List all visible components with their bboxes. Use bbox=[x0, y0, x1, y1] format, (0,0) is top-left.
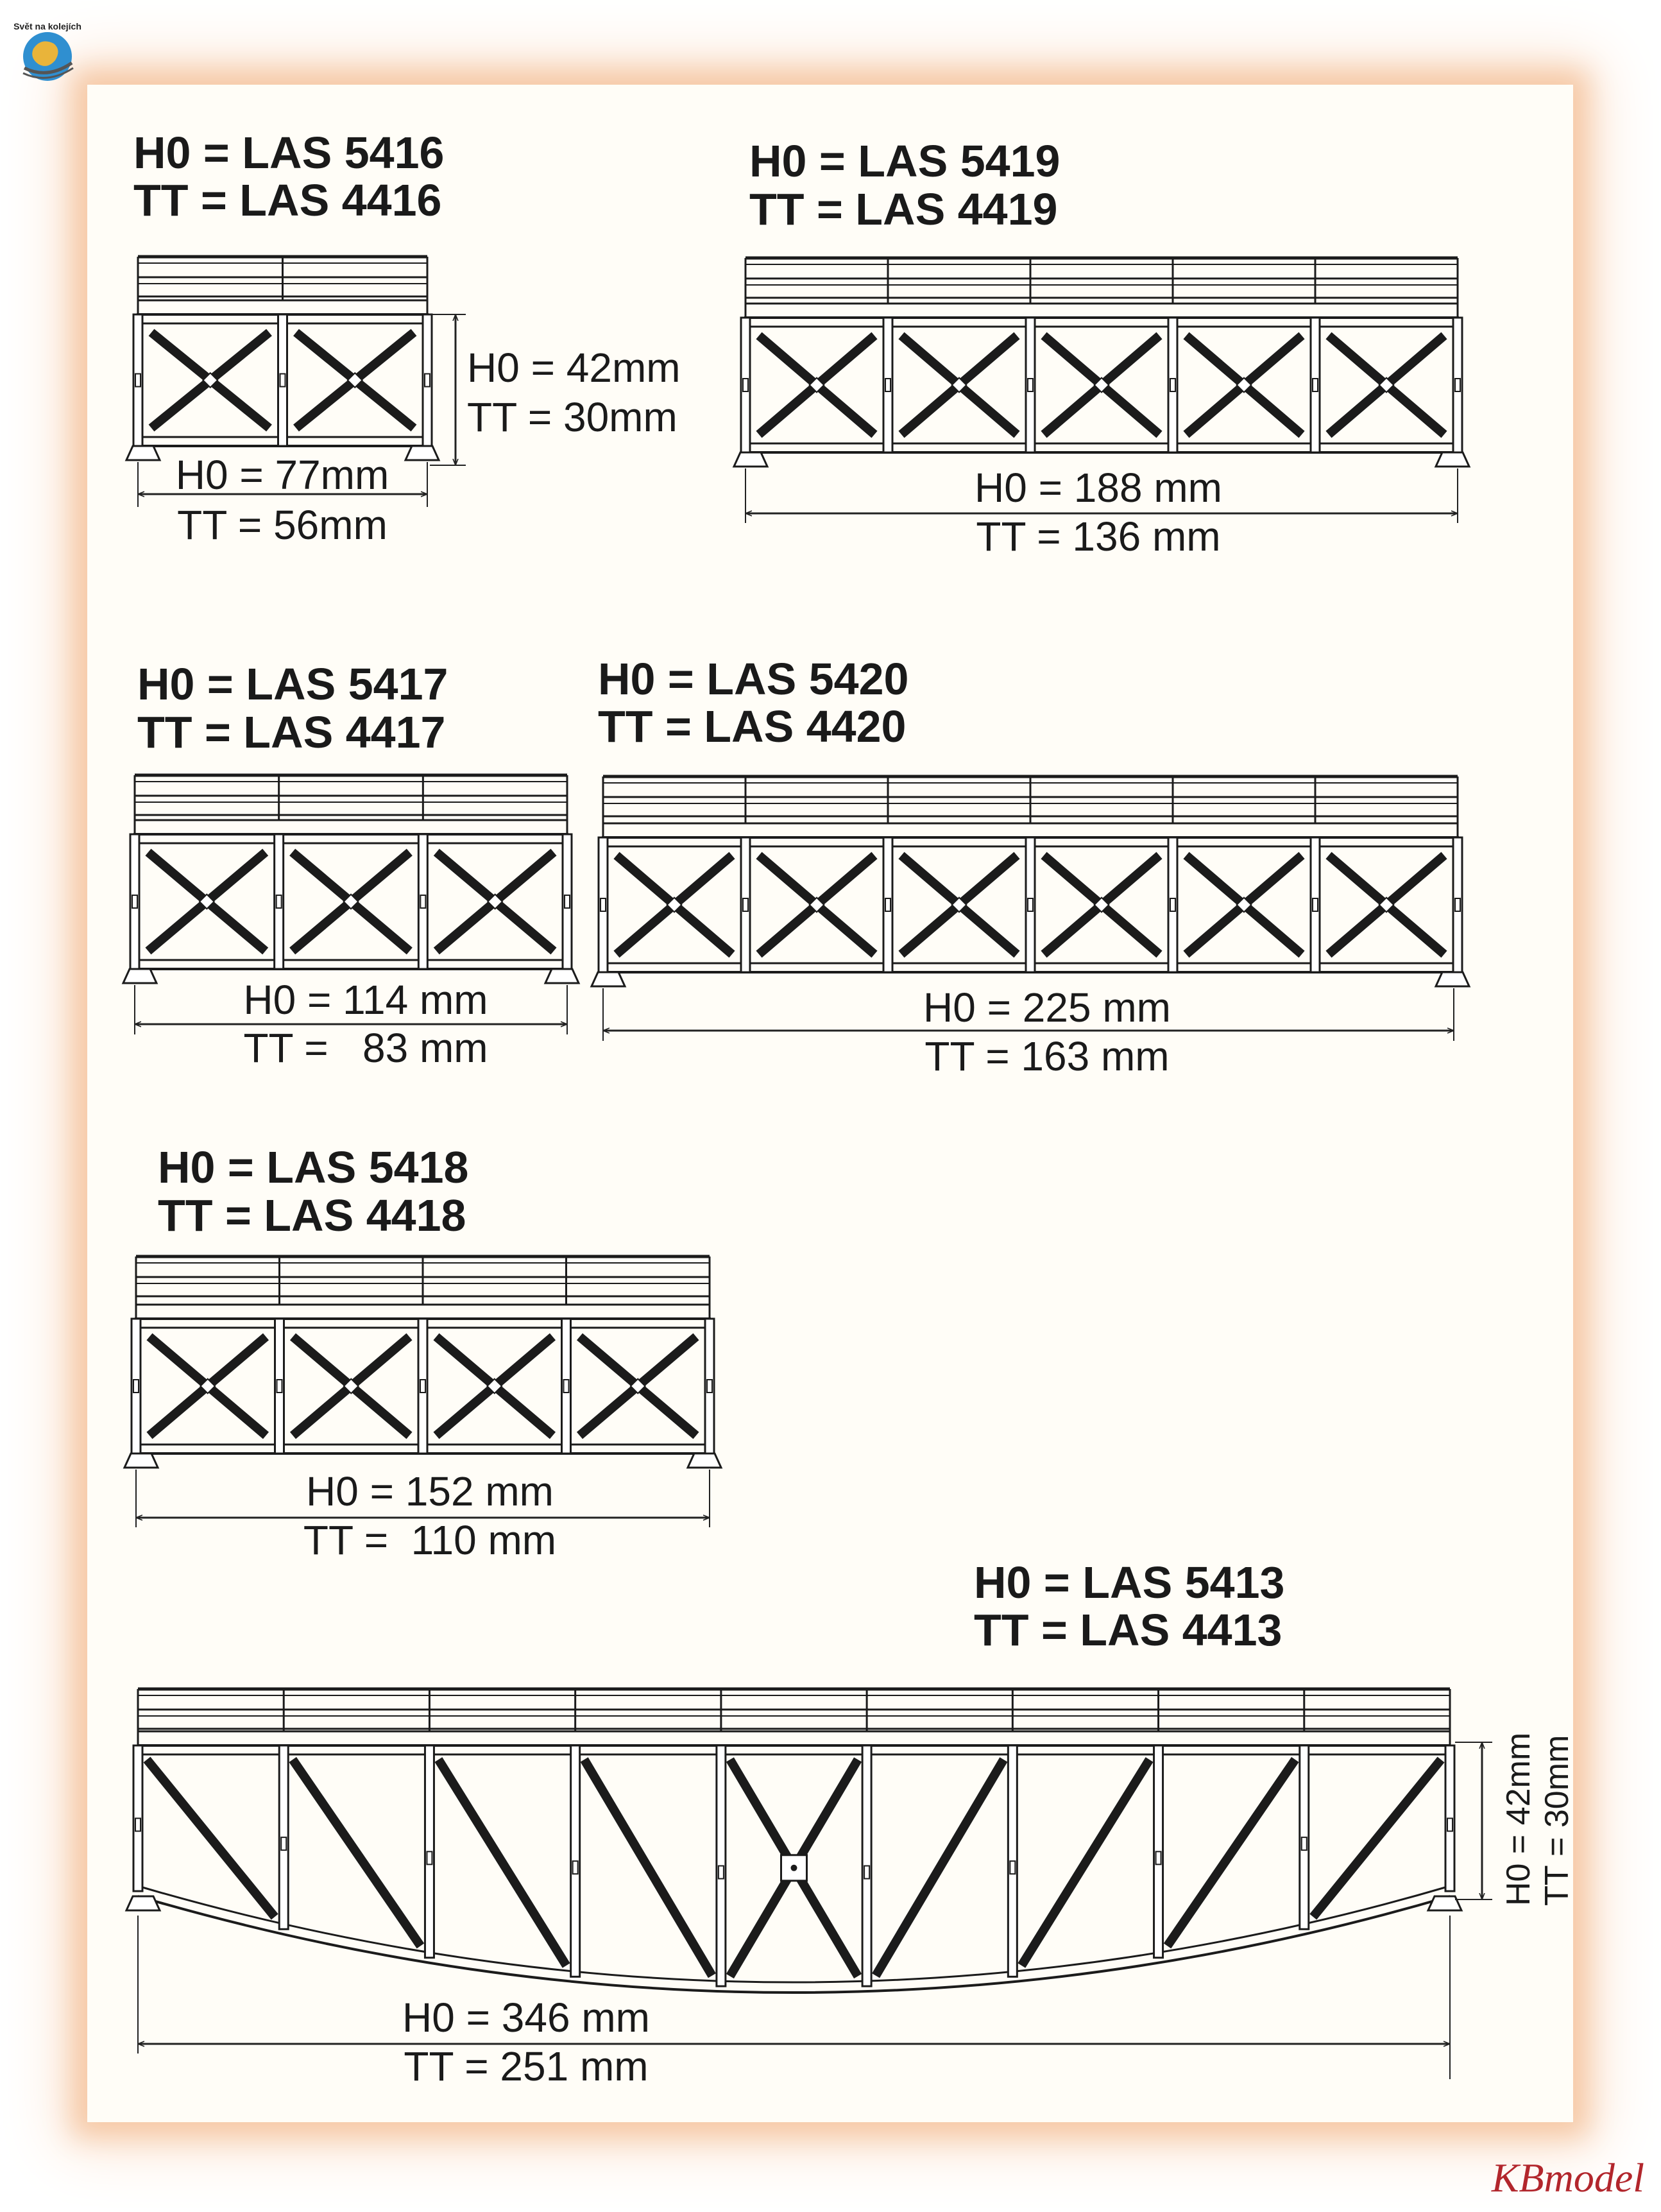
diagonal-brace bbox=[438, 1760, 566, 1966]
bearing-support bbox=[124, 1453, 158, 1468]
curved-bottom-chord-inner bbox=[138, 1886, 1450, 1982]
walkway-deck bbox=[138, 1731, 1450, 1745]
diagonal-brace bbox=[1021, 1760, 1149, 1966]
bridge-5417-tt-code: TT = LAS 4417 bbox=[137, 707, 446, 757]
bridge-5413-height-h0: H0 = 42mm bbox=[1500, 1732, 1537, 1906]
logo-text: Svět na kolejích bbox=[13, 21, 81, 31]
bridge-5420-length-tt: TT = 163 mm bbox=[924, 1033, 1170, 1079]
bearing-support bbox=[126, 1896, 160, 1910]
bearing-support bbox=[1436, 972, 1469, 986]
bridge-5417-length-h0: H0 = 114 mm bbox=[243, 977, 488, 1023]
bridge-5417-length-tt: TT = 83 mm bbox=[243, 1025, 488, 1071]
bridge-5416-height-h0: H0 = 42mm bbox=[467, 345, 681, 391]
bridge-5418-h0-code: H0 = LAS 5418 bbox=[158, 1142, 469, 1192]
bridge-5418-tt-code: TT = LAS 4418 bbox=[158, 1190, 466, 1240]
bridge-5416 bbox=[126, 128, 681, 548]
kbmodel-brand-logo: KBmodel bbox=[1491, 2155, 1644, 2200]
bearing-support bbox=[592, 972, 625, 986]
bridge-5413-length-h0: H0 = 346 mm bbox=[402, 1994, 650, 2041]
bridge-5419-tt-code: TT = LAS 4419 bbox=[749, 184, 1058, 234]
bridge-5419-length-h0: H0 = 188 mm bbox=[975, 465, 1222, 511]
bridge-5419 bbox=[734, 136, 1469, 560]
bridge-5413-h0-code: H0 = LAS 5413 bbox=[974, 1557, 1285, 1608]
bridge-5413 bbox=[126, 1557, 1576, 2089]
bridge-5418 bbox=[124, 1142, 721, 1563]
bridge-5420-tt-code: TT = LAS 4420 bbox=[598, 701, 907, 751]
bridge-5417 bbox=[123, 659, 579, 1071]
bearing-support bbox=[405, 446, 439, 460]
diagonal-brace bbox=[876, 1760, 1003, 1976]
bearing-support bbox=[688, 1453, 721, 1468]
bearing-support bbox=[734, 452, 767, 467]
walkway-deck bbox=[603, 823, 1458, 837]
bearing-support bbox=[126, 446, 160, 460]
bridge-5413-length-tt: TT = 251 mm bbox=[404, 2043, 649, 2089]
bridge-5419-h0-code: H0 = LAS 5419 bbox=[749, 136, 1060, 186]
bridge-5420 bbox=[592, 654, 1469, 1079]
gusset-rivet bbox=[791, 1865, 797, 1871]
bearing-support bbox=[1436, 452, 1469, 467]
walkway-deck bbox=[135, 820, 567, 834]
bridge-5420-length-h0: H0 = 225 mm bbox=[923, 984, 1171, 1031]
bridge-5416-h0-code: H0 = LAS 5416 bbox=[133, 128, 445, 178]
walkway-deck bbox=[745, 304, 1458, 318]
bridge-5416-tt-code: TT = LAS 4416 bbox=[133, 175, 442, 225]
bridge-5416-length-tt: TT = 56mm bbox=[177, 502, 388, 548]
diagonal-brace bbox=[1168, 1760, 1295, 1946]
bridge-5418-length-tt: TT = 110 mm bbox=[303, 1517, 557, 1563]
diagonal-brace bbox=[584, 1760, 712, 1976]
bridge-5419-length-tt: TT = 136 mm bbox=[976, 513, 1221, 560]
bearing-support bbox=[1428, 1896, 1461, 1910]
bridge-5413-truss bbox=[126, 1689, 1461, 1993]
bridge-5417-h0-code: H0 = LAS 5417 bbox=[137, 659, 448, 709]
bridge-5413-tt-code: TT = LAS 4413 bbox=[974, 1605, 1282, 1655]
bridge-5416-height-tt: TT = 30mm bbox=[467, 394, 677, 440]
walkway-deck bbox=[138, 300, 427, 314]
bridge-5417-truss bbox=[123, 775, 579, 983]
bridge-5420-truss bbox=[592, 776, 1469, 986]
bridge-5418-truss bbox=[124, 1256, 721, 1468]
walkway-deck bbox=[136, 1305, 710, 1319]
bearing-support bbox=[123, 969, 157, 983]
bridge-5416-length-h0: H0 = 77mm bbox=[175, 452, 389, 498]
curved-bottom-chord bbox=[138, 1896, 1450, 1993]
bridge-5413-height-tt: TT = 30mm bbox=[1538, 1735, 1576, 1906]
bridge-5418-length-h0: H0 = 152 mm bbox=[306, 1468, 554, 1514]
bridge-5420-h0-code: H0 = LAS 5420 bbox=[598, 654, 909, 704]
bridge-5419-truss bbox=[734, 258, 1469, 467]
bearing-support bbox=[545, 969, 579, 983]
diagonal-brace bbox=[293, 1760, 420, 1946]
bridge-5416-truss bbox=[126, 257, 439, 460]
